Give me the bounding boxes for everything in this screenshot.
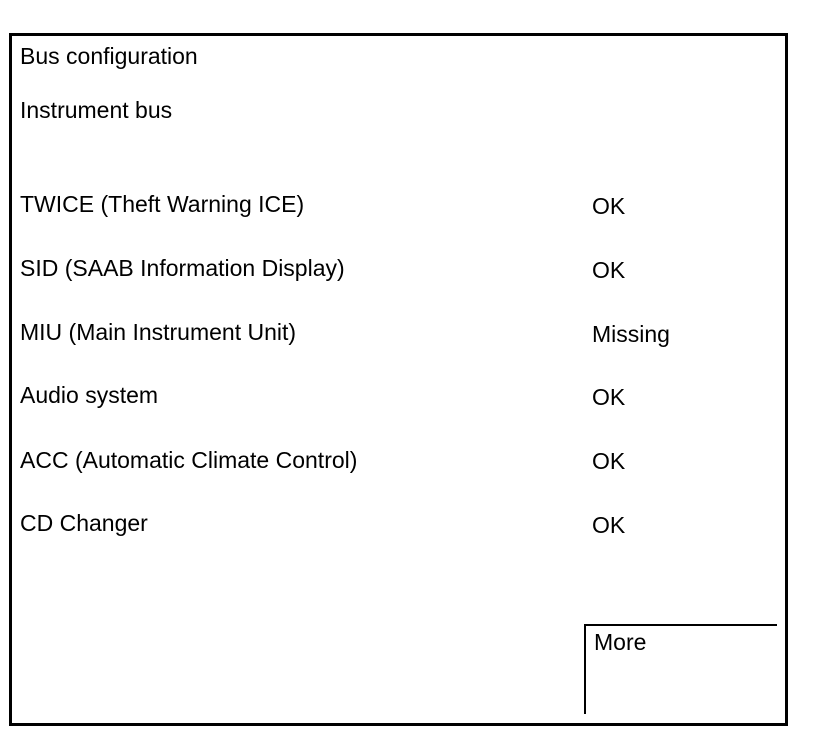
diagnostic-screen (9, 33, 788, 726)
more-button-label: More (594, 629, 647, 655)
module-status: OK (592, 448, 626, 474)
more-button[interactable] (584, 624, 777, 714)
module-status: OK (592, 384, 626, 410)
module-status: Missing (592, 321, 670, 347)
module-status: OK (592, 257, 626, 283)
module-name: Audio system (20, 382, 159, 408)
module-name: TWICE (Theft Warning ICE) (20, 191, 305, 217)
module-name: ACC (Automatic Climate Control) (20, 447, 358, 473)
module-name: CD Changer (20, 510, 148, 536)
module-status: OK (592, 193, 626, 219)
page-title: Bus configuration (20, 43, 198, 69)
module-name: MIU (Main Instrument Unit) (20, 319, 297, 345)
module-status: OK (592, 512, 626, 538)
bus-name: Instrument bus (20, 97, 173, 123)
module-name: SID (SAAB Information Display) (20, 255, 345, 281)
